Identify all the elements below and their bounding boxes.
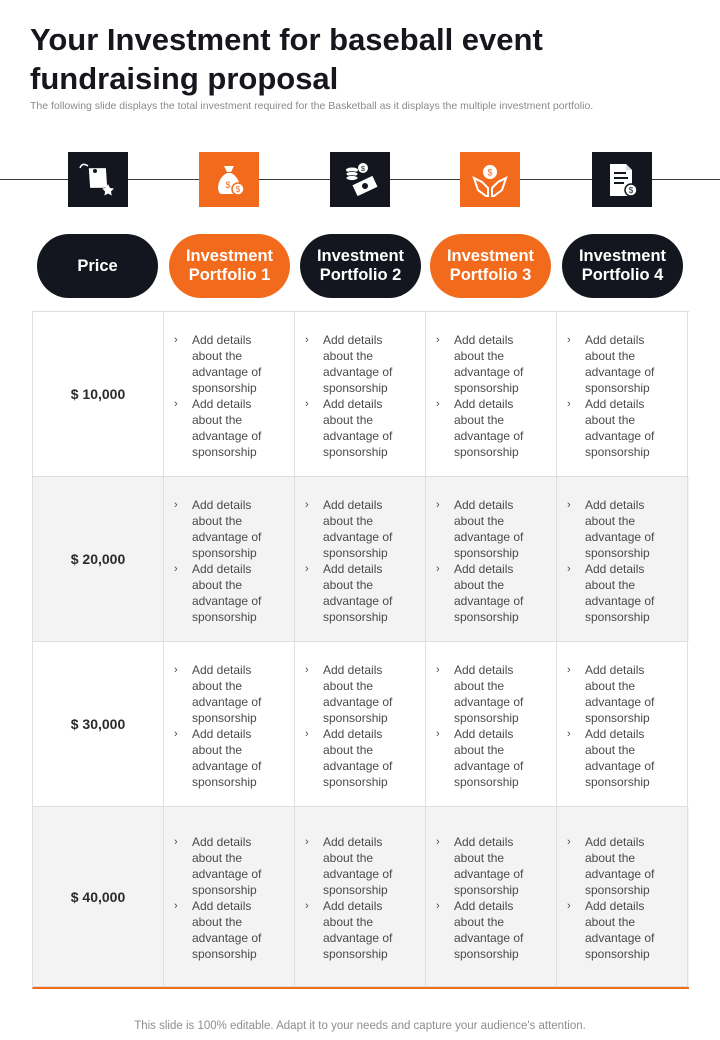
detail-bullet — [174, 898, 282, 962]
footer-note: This slide is 100% editable. Adapt it to your needs and capture your audience's attention. — [134, 1020, 586, 1032]
bullet-text: Add details about the advantage of sponsorship — [323, 396, 393, 459]
header-portfolio-3-label: Investment Portfolio 3 — [446, 247, 535, 284]
bullet-mark: › — [567, 562, 571, 575]
detail-bullet — [436, 834, 544, 898]
bullet-text: Add details about the advantage of sponsorship — [585, 561, 655, 624]
bullet-mark: › — [305, 663, 309, 676]
portfolio-3-detail-cell — [426, 477, 557, 642]
bullet-mark: › — [436, 333, 440, 346]
detail-bullet — [436, 726, 544, 790]
detail-bullet — [436, 497, 544, 561]
svg-text:$: $ — [225, 179, 231, 190]
portfolio-4-detail-cell — [557, 477, 688, 642]
bullet-mark: › — [305, 836, 309, 848]
price-cell: $ 30,000 — [33, 642, 164, 807]
bullet-text: Add details about the advantage of sponsorship — [323, 899, 393, 961]
bullet-text: Add details about the advantage of sponsorship — [585, 396, 655, 459]
bullet-mark: › — [567, 836, 571, 848]
header-portfolio-3 — [430, 234, 551, 298]
portfolio-2-detail-cell — [295, 312, 426, 477]
bullet-mark: › — [436, 397, 440, 410]
table-row — [33, 807, 689, 987]
price-cell: $ 40,000 — [33, 807, 164, 987]
page-title: Your Investment for baseball event fundraising proposal — [30, 22, 543, 96]
bullet-mark: › — [567, 333, 571, 346]
portfolio-3-detail-cell — [426, 642, 557, 807]
detail-bullet — [305, 561, 413, 625]
detail-bullet — [567, 898, 675, 962]
price-tag-icon — [68, 152, 128, 207]
bullet-text: Add details about the advantage of sponsorship — [585, 497, 655, 560]
detail-bullet — [436, 898, 544, 962]
detail-bullet — [567, 497, 675, 561]
bullet-text: Add details about the advantage of sponsorship — [454, 561, 524, 624]
bullet-mark: › — [174, 397, 178, 410]
svg-text:$: $ — [487, 167, 493, 177]
bullet-text: Add details about the advantage of sponsorship — [323, 835, 393, 897]
bullet-mark: › — [436, 727, 440, 740]
bullet-text: Add details about the advantage of sponsorship — [192, 835, 262, 897]
bullet-mark: › — [436, 836, 440, 848]
bullet-text: Add details about the advantage of sponsorship — [192, 899, 262, 961]
bullet-text: Add details about the advantage of sponsorship — [454, 662, 524, 725]
bullet-text: Add details about the advantage of sponsorship — [454, 332, 524, 395]
detail-bullet — [174, 726, 282, 790]
detail-bullet — [436, 561, 544, 625]
portfolio-3-detail-cell — [426, 807, 557, 987]
detail-bullet — [305, 898, 413, 962]
svg-text:$: $ — [235, 184, 241, 194]
invoice-document-icon — [592, 152, 652, 207]
portfolio-4-detail-cell — [557, 642, 688, 807]
bullet-mark: › — [305, 562, 309, 575]
table-row — [33, 642, 689, 807]
portfolio-1-detail-cell — [164, 642, 295, 807]
bullet-mark: › — [174, 498, 178, 511]
bullet-text: Add details about the advantage of sponsorship — [585, 332, 655, 395]
bullet-text: Add details about the advantage of sponsorship — [323, 561, 393, 624]
header-portfolio-1 — [169, 234, 290, 298]
detail-bullet — [305, 834, 413, 898]
bullet-text: Add details about the advantage of sponsorship — [454, 497, 524, 560]
bullet-mark: › — [305, 900, 309, 912]
bullet-mark: › — [436, 498, 440, 511]
detail-bullet — [174, 561, 282, 625]
bullet-text: Add details about the advantage of sponsorship — [323, 332, 393, 395]
detail-bullet — [174, 497, 282, 561]
bullet-mark: › — [305, 498, 309, 511]
price-cell: $ 10,000 — [33, 312, 164, 477]
bullet-text: Add details about the advantage of sponsorship — [454, 726, 524, 789]
bullet-mark: › — [436, 562, 440, 575]
bullet-mark: › — [436, 900, 440, 912]
bullet-text: Add details about the advantage of sponsorship — [323, 726, 393, 789]
header-price-label: Price — [77, 256, 118, 275]
bullet-text: Add details about the advantage of sponsorship — [192, 332, 262, 395]
detail-bullet — [305, 497, 413, 561]
detail-bullet — [305, 662, 413, 726]
detail-bullet — [174, 396, 282, 460]
detail-bullet — [567, 332, 675, 396]
detail-bullet — [567, 662, 675, 726]
table-row — [33, 312, 689, 477]
portfolio-2-detail-cell — [295, 477, 426, 642]
bullet-mark: › — [567, 727, 571, 740]
header-portfolio-4 — [562, 234, 683, 298]
bullet-mark: › — [567, 900, 571, 912]
bullet-text: Add details about the advantage of sponsorship — [454, 835, 524, 897]
bullet-text: Add details about the advantage of sponsorship — [454, 396, 524, 459]
header-portfolio-2 — [300, 234, 421, 298]
bullet-text: Add details about the advantage of sponsorship — [192, 726, 262, 789]
svg-text:$: $ — [361, 165, 365, 173]
bullet-text: Add details about the advantage of sponsorship — [585, 662, 655, 725]
bullet-mark: › — [305, 333, 309, 346]
header-price — [37, 234, 158, 298]
page-subtitle: The following slide displays the total investment required for the Basketball as it displays the multiple investment portfolio. — [30, 100, 594, 112]
table-row — [33, 477, 689, 642]
bullet-text: Add details about the advantage of sponsorship — [454, 899, 524, 961]
detail-bullet — [174, 662, 282, 726]
bullet-mark: › — [174, 727, 178, 740]
bullet-mark: › — [174, 562, 178, 575]
bullet-text: Add details about the advantage of sponsorship — [192, 396, 262, 459]
portfolio-4-detail-cell — [557, 807, 688, 987]
detail-bullet — [436, 396, 544, 460]
bullet-mark: › — [436, 663, 440, 676]
header-portfolio-1-label: Investment Portfolio 1 — [185, 247, 274, 284]
detail-bullet — [174, 332, 282, 396]
detail-bullet — [567, 726, 675, 790]
bullet-mark: › — [567, 498, 571, 511]
portfolio-1-detail-cell — [164, 477, 295, 642]
bullet-mark: › — [567, 397, 571, 410]
detail-bullet — [567, 396, 675, 460]
detail-bullet — [436, 662, 544, 726]
bullet-mark: › — [174, 900, 178, 912]
detail-bullet — [567, 834, 675, 898]
price-cell: $ 20,000 — [33, 477, 164, 642]
bullet-mark: › — [174, 663, 178, 676]
bullet-mark: › — [567, 663, 571, 676]
detail-bullet — [174, 834, 282, 898]
bullet-text: Add details about the advantage of sponsorship — [192, 662, 262, 725]
portfolio-4-detail-cell — [557, 312, 688, 477]
detail-bullet — [567, 561, 675, 625]
svg-text:$: $ — [628, 185, 634, 195]
bullet-text: Add details about the advantage of sponsorship — [323, 662, 393, 725]
bullet-mark: › — [174, 836, 178, 848]
detail-bullet — [305, 396, 413, 460]
hands-coin-icon — [460, 152, 520, 207]
portfolio-3-detail-cell — [426, 312, 557, 477]
bullet-text: Add details about the advantage of sponsorship — [323, 497, 393, 560]
portfolio-1-detail-cell — [164, 312, 295, 477]
header-portfolio-2-label: Investment Portfolio 2 — [316, 247, 405, 284]
cash-coins-icon — [330, 152, 390, 207]
portfolio-2-detail-cell — [295, 807, 426, 987]
portfolio-2-detail-cell — [295, 642, 426, 807]
bullet-text: Add details about the advantage of sponsorship — [585, 835, 655, 897]
detail-bullet — [305, 332, 413, 396]
bullet-text: Add details about the advantage of sponsorship — [585, 726, 655, 789]
header-portfolio-4-label: Investment Portfolio 4 — [578, 247, 667, 284]
portfolio-1-detail-cell — [164, 807, 295, 987]
investment-table — [32, 311, 689, 989]
bullet-mark: › — [305, 397, 309, 410]
money-bag-icon — [199, 152, 259, 207]
detail-bullet — [305, 726, 413, 790]
bullet-mark: › — [305, 727, 309, 740]
bullet-text: Add details about the advantage of sponsorship — [585, 899, 655, 961]
bullet-mark: › — [174, 333, 178, 346]
detail-bullet — [436, 332, 544, 396]
bullet-text: Add details about the advantage of sponsorship — [192, 561, 262, 624]
bullet-text: Add details about the advantage of sponsorship — [192, 497, 262, 560]
